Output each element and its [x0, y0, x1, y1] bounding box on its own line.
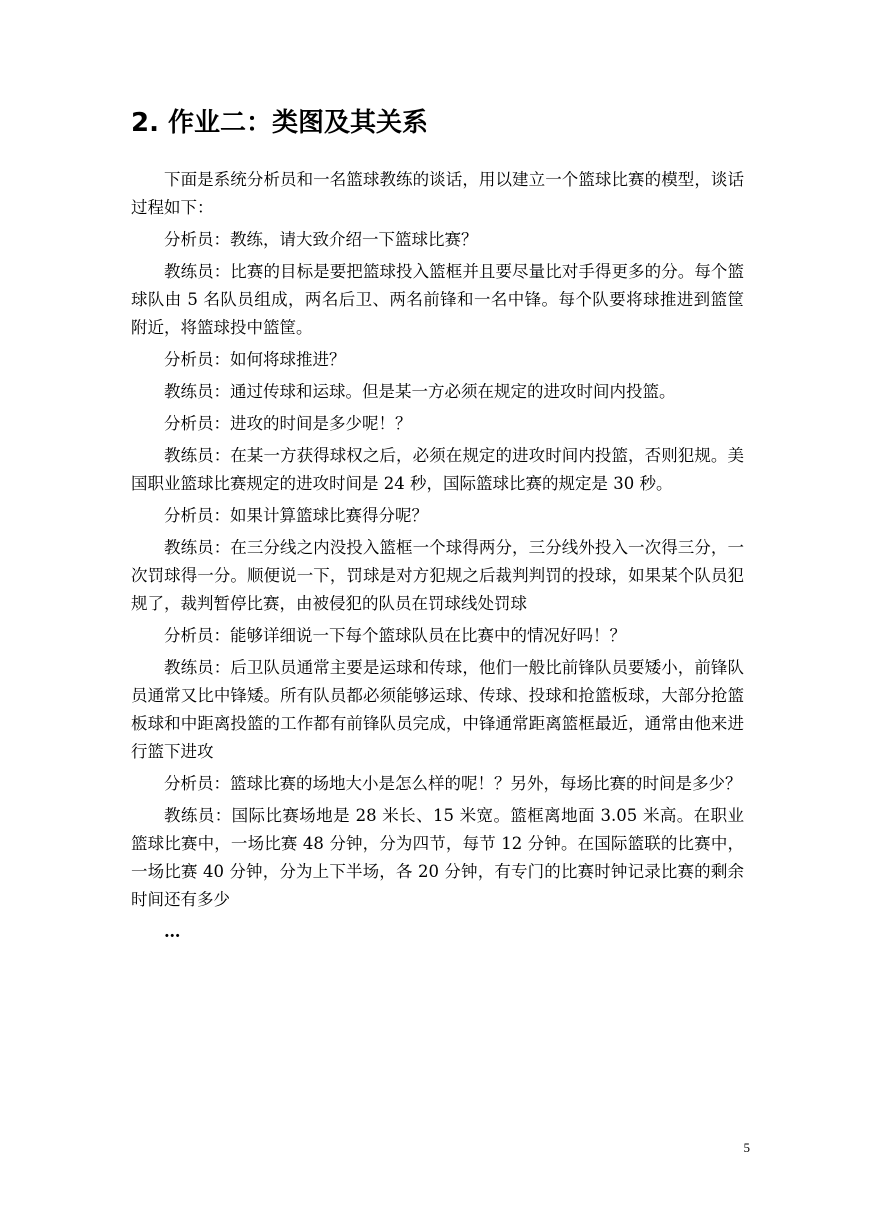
dialogue-line: 分析员：如何将球推进？: [164, 350, 346, 369]
dialogue-line: 分析员：教练，请大致介绍一下篮球比赛？: [164, 230, 478, 249]
dialogue-line: 分析员：能够详细说一下每个篮球队员在比赛中的情况好吗！？: [164, 626, 626, 645]
dialogue-line: 教练员：通过传球和运球。但是某一方必须在规定的进攻时间内投篮。: [164, 382, 676, 401]
continuation-ellipsis: …: [164, 922, 181, 941]
dialogue-line: 分析员：进攻的时间是多少呢！？: [164, 414, 412, 433]
dialogue-line: 教练员：国际比赛场地是 28 米长、15 米宽。篮框离地面 3.05 米高。在职业篮球比赛中，一场比赛 48 分钟，分为四节，每节 12 分钟。在国际篮联的比赛中，一场比赛 40 分钟，分为上下半场，各 20 分钟，有专门的比赛时钟记录比赛的剩余时间还有多少: [131, 806, 744, 909]
dialogue-line: 教练员：在某一方获得球权之后，必须在规定的进攻时间内投篮，否则犯规。美国职业篮球比赛规定的进攻时间是 24 秒，国际篮球比赛的规定是 30 秒。: [131, 446, 744, 493]
intro-paragraph: 下面是系统分析员和一名篮球教练的谈话，用以建立一个篮球比赛的模型，谈话过程如下：: [131, 170, 744, 217]
dialogue-line: 教练员：后卫队员通常主要是运球和传球，他们一般比前锋队员要矮小，前锋队员通常又比中锋矮。所有队员都必须能够运球、传球、投球和抢篮板球，大部分抢篮板球和中距离投篮的工作都有前锋队员完成，中锋通常距离篮框最近，通常由他来进行篮下进攻: [131, 658, 744, 761]
dialogue-body: [131, 166, 744, 950]
dialogue-line: 分析员：如果计算篮球比赛得分呢？: [164, 506, 428, 525]
dialogue-line: 教练员：比赛的目标是要把篮球投入篮框并且要尽量比对手得更多的分。每个篮球队由 5 名队员组成，两名后卫、两名前锋和一名中锋。每个队要将球推进到篮筐附近，将篮球投中篮筐。: [131, 262, 744, 337]
page-number: 5: [743, 1140, 750, 1155]
dialogue-line: 分析员：篮球比赛的场地大小是怎么样的呢！？另外，每场比赛的时间是多少？: [164, 774, 742, 793]
section-heading: 2. 作业二：类图及其关系: [131, 108, 429, 138]
dialogue-line: 教练员：在三分线之内没投入篮框一个球得两分，三分线外投入一次得三分，一次罚球得一分。顺便说一下，罚球是对方犯规之后裁判判罚的投球，如果某个队员犯规了，裁判暂停比赛，由被侵犯的队员在罚球线处罚球: [131, 538, 744, 613]
